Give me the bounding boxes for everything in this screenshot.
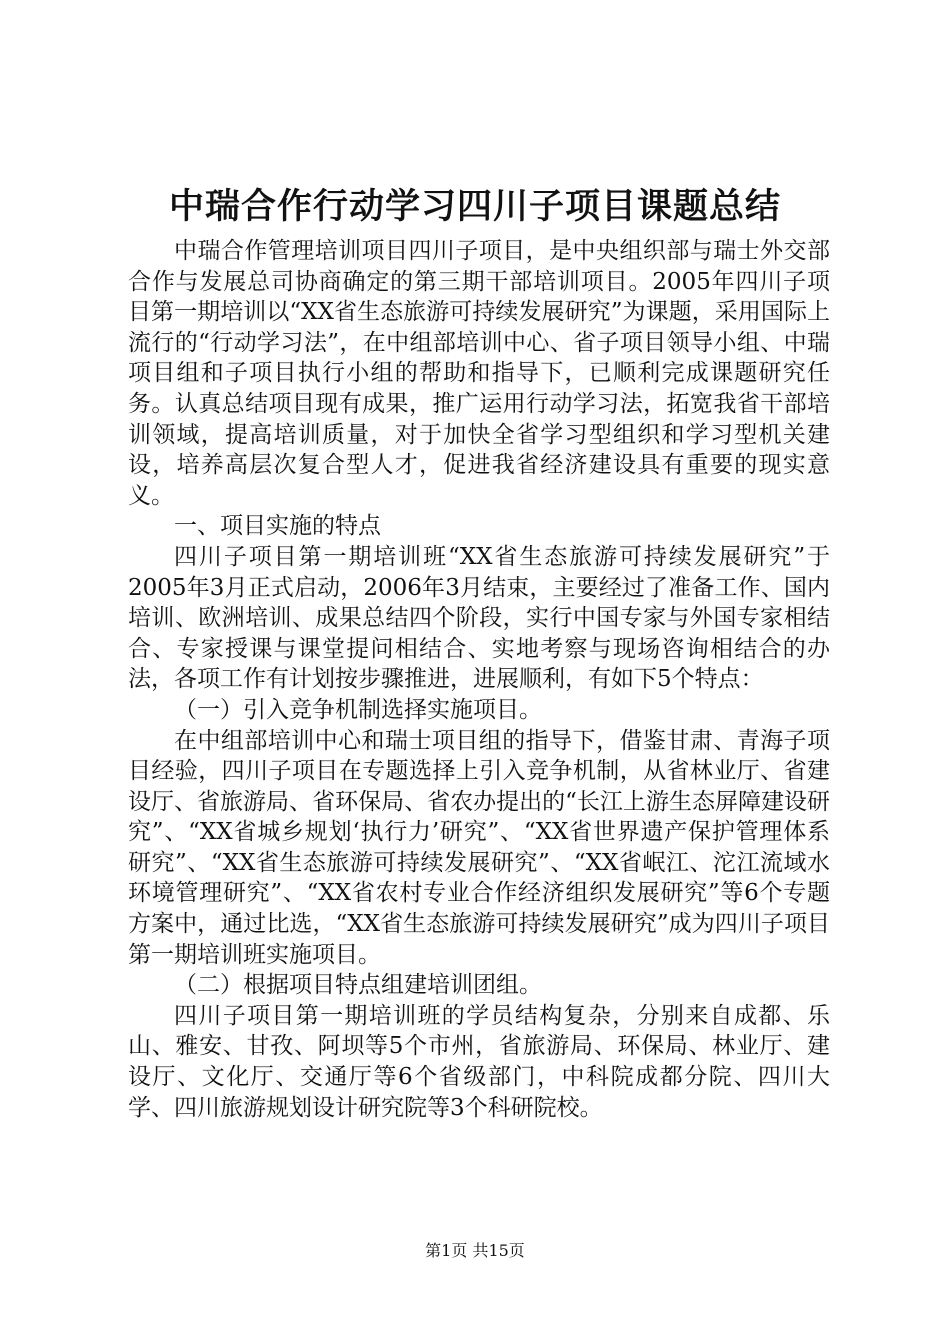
- section-heading-features: 一、项目实施的特点: [174, 513, 381, 540]
- subheading-team: （二）根据项目特点组建培训团组。: [174, 972, 542, 999]
- paragraph-intro: 中瑞合作管理培训项目四川子项目，是中央组织部与瑞士外交部合作与发展总司协商确定的第三期干部培训项目。2005年四川子项目第一期培训以“XX省生态旅游可持续发展研究”为课题，采用国际上流行的“行动学习法”，在中组部培训中心、省子项目领导小组、中瑞项目组和子项目执行小组的帮助和指导下，已顺利完成课题研究任务。认真总结项目现有成果，推广运用行动学习法，拓宽我省干部培训领域，提高培训质量，对于加快全省学习型组织和学习型机关建设，培养高层次复合型人才，促进我省经济建设具有重要的现实意义。: [128, 238, 830, 509]
- paragraph-team: 四川子项目第一期培训班的学员结构复杂，分别来自成都、乐山、雅安、甘孜、阿坝等5个市州，省旅游局、环保局、林业厅、建设厅、文化厅、交通厅等6个省级部门，中科院成都分院、四川大学、四川旅游规划设计研究院等3个科研院校。: [128, 1002, 830, 1121]
- paragraph-competition: 在中组部培训中心和瑞士项目组的指导下，借鉴甘肃、青海子项目经验，四川子项目在专题选择上引入竞争机制，从省林业厅、省建设厅、省旅游局、省环保局、省农办提出的“长江上游生态屏障建设研究”、“XX省城乡规划‘执行力’研究”、“XX省世界遗产保护管理体系研究”、“XX省生态旅游可持续发展研究”、“XX省岷江、沱江流域水环境管理研究”、“XX省农村专业合作经济组织发展研究”等6个专题方案中，通过比选，“XX省生态旅游可持续发展研究”成为四川子项目第一期培训班实施项目。: [128, 727, 830, 968]
- document-body: [128, 236, 830, 1123]
- paragraph-overview: 四川子项目第一期培训班“XX省生态旅游可持续发展研究”于2005年3月正式启动，2006年3月结束，主要经过了准备工作、国内培训、欧洲培训、成果总结四个阶段，实行中国专家与外国专家相结合、专家授课与课堂提问相结合、实地考察与现场咨询相结合的办法，各项工作有计划按步骤推进，进展顺利，有如下5个特点：: [128, 543, 830, 693]
- document-title: 中瑞合作行动学习四川子项目课题总结: [168, 187, 781, 227]
- subheading-competition: （一）引入竞争机制选择实施项目。: [174, 696, 542, 723]
- page-footer: 第1页 共15页: [425, 1241, 525, 1260]
